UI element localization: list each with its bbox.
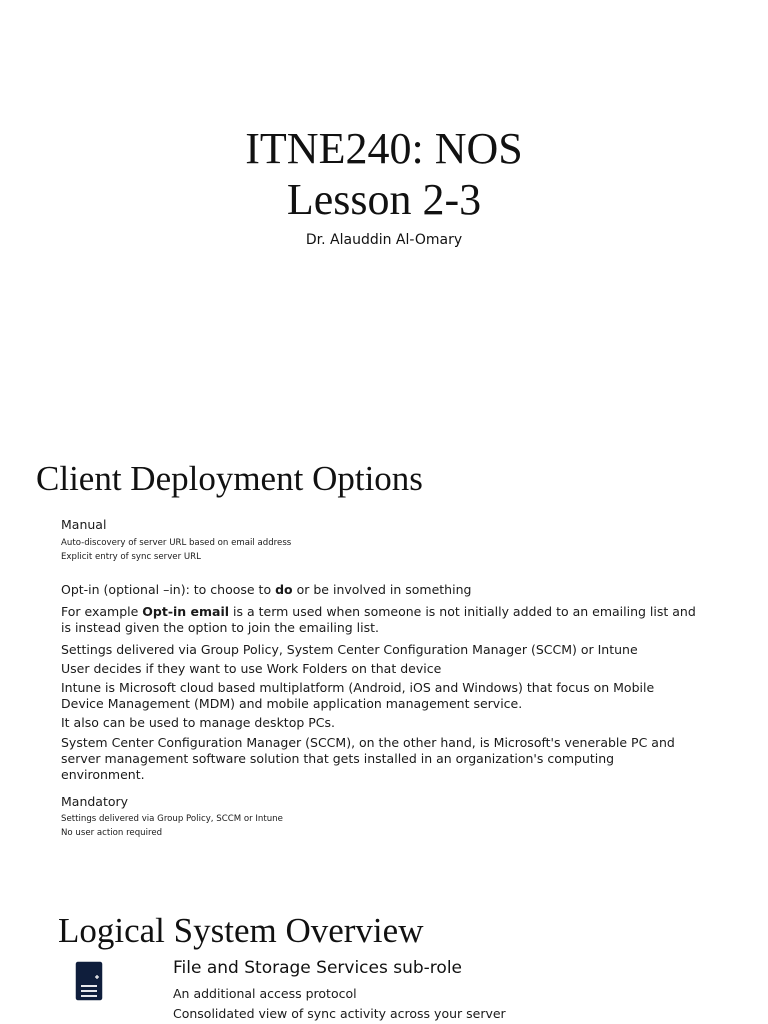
mandatory-heading: Mandatory (61, 794, 129, 809)
optin-def-post: or be involved in something (292, 582, 472, 597)
optin-example (61, 604, 701, 636)
manual-heading: Manual (61, 517, 107, 532)
server-icon (74, 960, 104, 1002)
optin-def-pre: Opt-in (optional –in): to choose to (61, 582, 276, 597)
manual-item-1: Auto-discovery of server URL based on email address (61, 538, 292, 548)
slide-title-line2: Lesson 2-3 (286, 175, 482, 224)
optin-example-post: is a term used when someone is not initially added to an emailing list and is instead given the option to join the emailing list. (61, 604, 696, 635)
mandatory-item-1: Settings delivered via Group Policy, SCCM or Intune (61, 814, 283, 824)
optin-def-bold: do (275, 582, 293, 597)
optin-intune: Intune is Microsoft cloud based multiplatform (Android, iOS and Windows) that focus on Mobile Device Management (MDM) and mobile application management service. (61, 680, 655, 711)
logical-item-2: Consolidated view of sync activity across your server (173, 1006, 506, 1021)
slide-title-line1: ITNE240: NOS (245, 124, 523, 173)
logical-item-1: An additional access protocol (173, 986, 357, 1001)
logical-subheading: File and Storage Services sub-role (173, 958, 462, 978)
optin-user-decides: User decides if they want to use Work Folders on that device (61, 661, 442, 676)
slide-author: Dr. Alauddin Al-Omary (305, 232, 463, 248)
optin-sccm: System Center Configuration Manager (SCCM), on the other hand, is Microsoft's venerable PC and server management software solution that gets installed in an organization's computing environment. (61, 735, 675, 782)
optin-settings: Settings delivered via Group Policy, System Center Configuration Manager (SCCM) or Intune (61, 642, 638, 657)
section-title-logical-system: Logical System Overview (58, 911, 424, 950)
optin-example-bold: Opt-in email (142, 604, 230, 619)
section-title-client-deployment: Client Deployment Options (36, 459, 423, 498)
mandatory-item-2: No user action required (61, 828, 163, 838)
optin-definition (61, 582, 721, 598)
optin-desktop: It also can be used to manage desktop PCs. (61, 715, 336, 730)
manual-item-2: Explicit entry of sync server URL (61, 552, 201, 562)
optin-example-pre: For example (61, 604, 143, 619)
